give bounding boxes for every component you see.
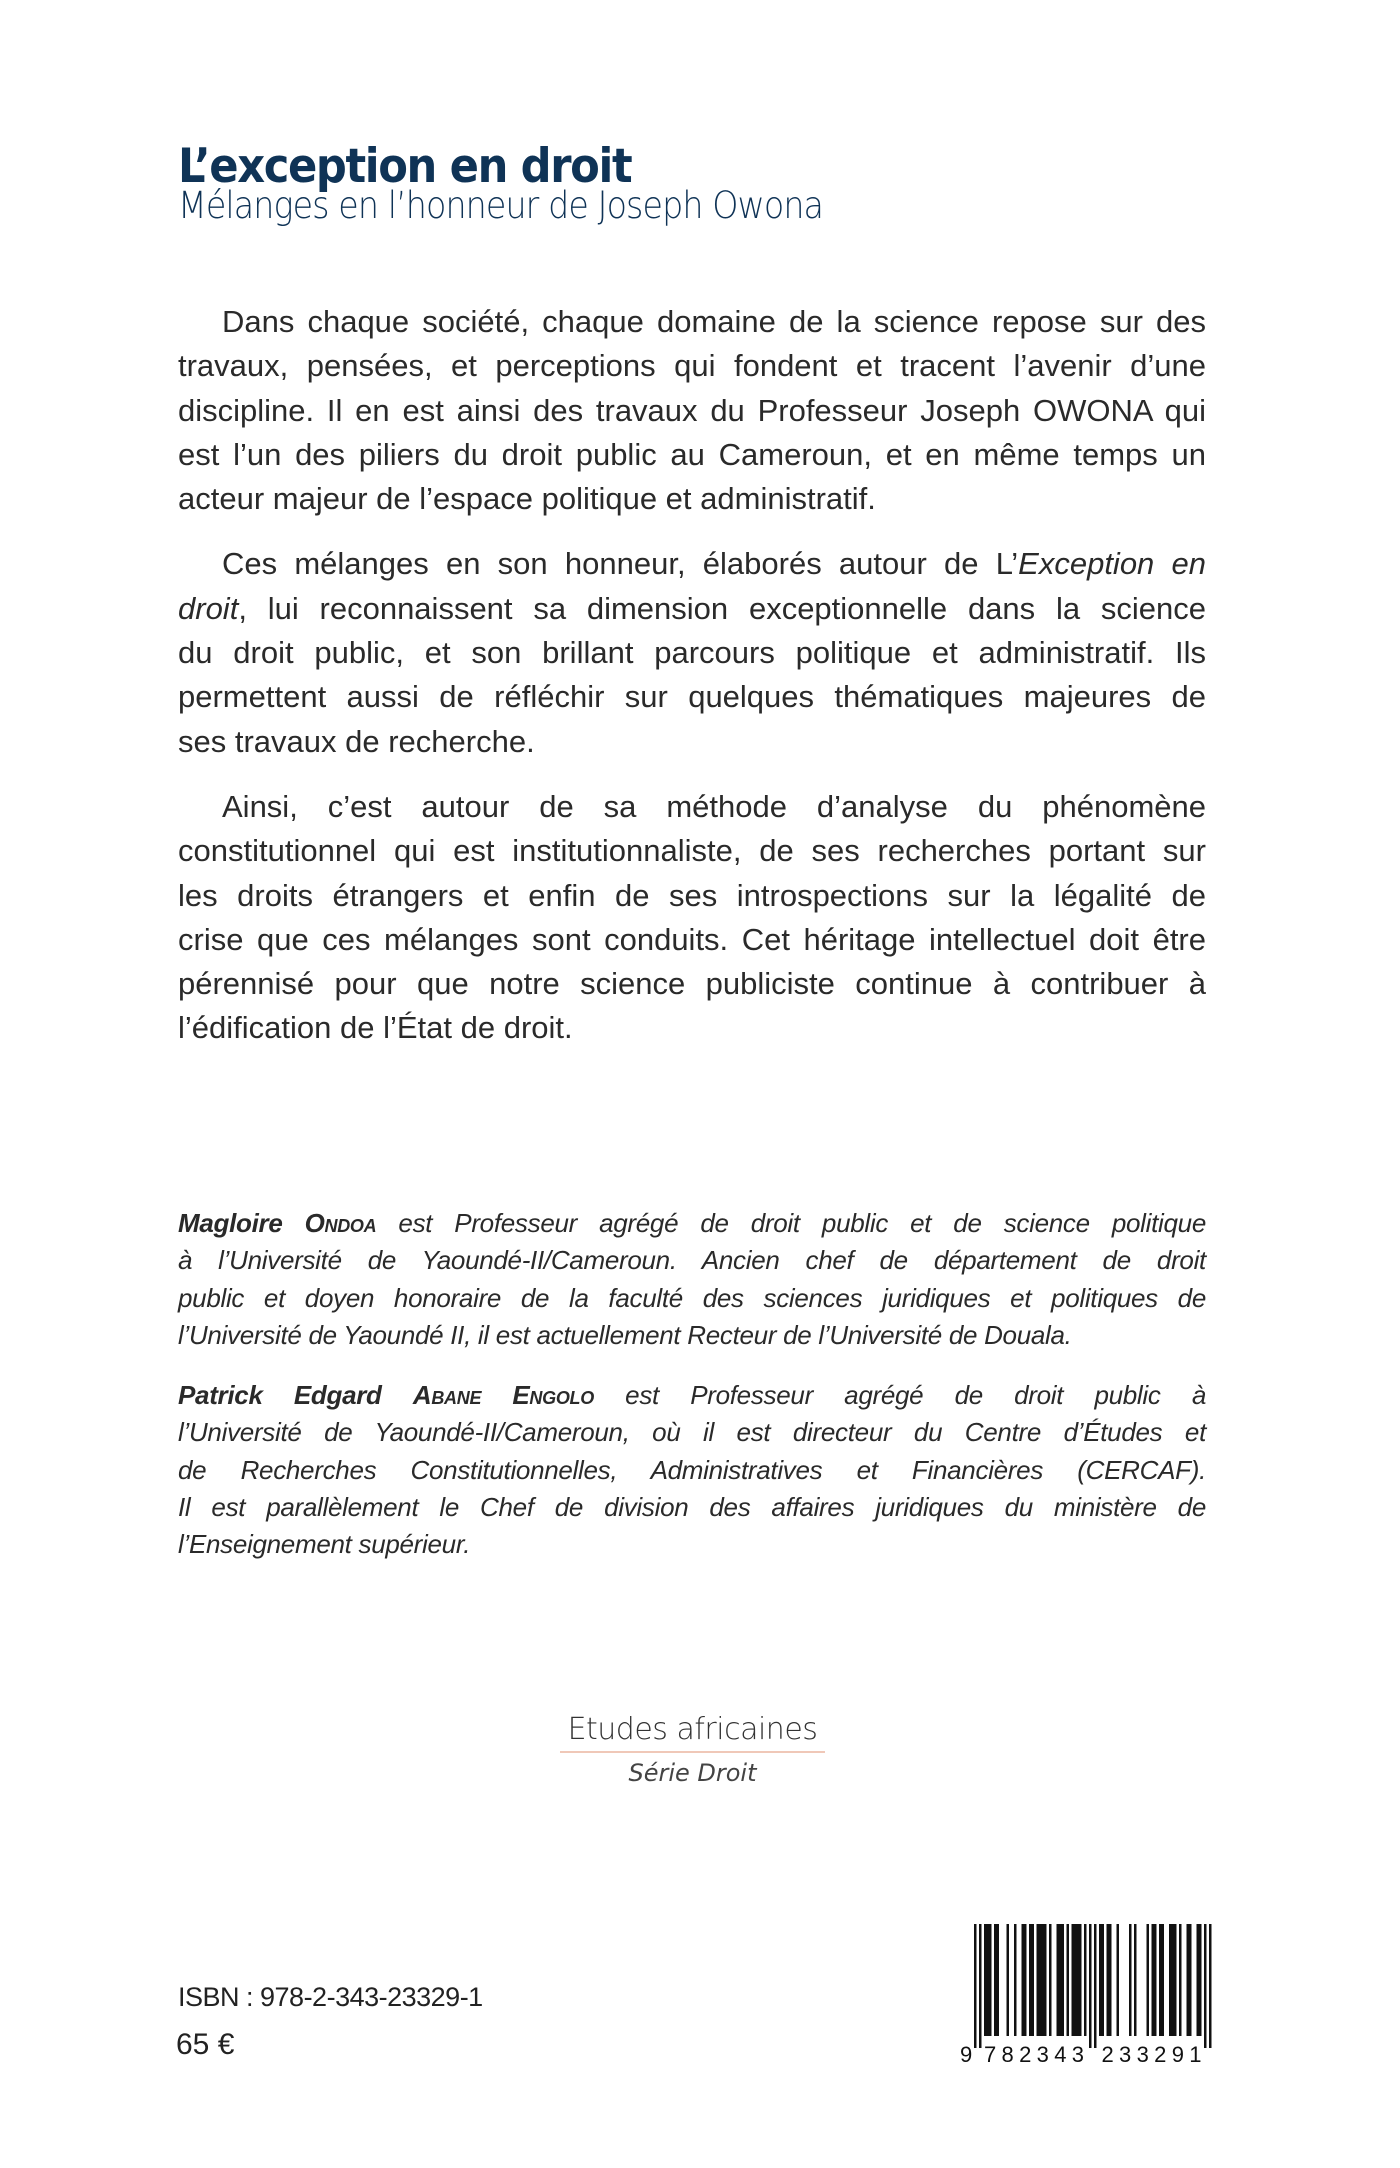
text-line bbox=[178, 1414, 1206, 1451]
text-segment: est Professeur agrégé de droit public et de science politique bbox=[376, 1208, 1206, 1238]
series-name: Etudes africaines bbox=[567, 1712, 818, 1747]
series-subtitle: Série Droit bbox=[628, 1759, 757, 1787]
summary-paragraph bbox=[178, 300, 1206, 521]
text-line bbox=[178, 1317, 1206, 1354]
barcode-bar bbox=[1172, 1924, 1175, 2036]
text-line bbox=[178, 1280, 1206, 1317]
author-bios bbox=[178, 1205, 1206, 1587]
text-line bbox=[178, 1205, 1206, 1242]
summary-paragraph bbox=[178, 785, 1206, 1051]
barcode-bar bbox=[1204, 1924, 1207, 2048]
barcode-bar bbox=[1107, 1924, 1110, 2036]
barcode-bar bbox=[1024, 1924, 1027, 2036]
text-segment: de Recherches Constitutionnelles, Administratives et Financières (CERCAF). bbox=[178, 1454, 1206, 1485]
barcode-bar bbox=[1094, 1924, 1097, 2048]
barcode-bar bbox=[1147, 1924, 1150, 2036]
barcode-bar bbox=[1174, 1924, 1177, 2036]
text-segment: Ainsi, c’est autour de sa méthode d’analyse du phénomène bbox=[222, 788, 1206, 824]
text-line bbox=[178, 542, 1206, 586]
text-line bbox=[178, 1489, 1206, 1526]
text-line bbox=[178, 1526, 1206, 1563]
text-line bbox=[178, 720, 1206, 764]
barcode-bar bbox=[1037, 1924, 1040, 2036]
text-segment: les droits étrangers et enfin de ses introspections sur la légalité de bbox=[178, 877, 1206, 913]
text-segment: du droit public, et son brillant parcours politique et administratif. Ils bbox=[178, 635, 1206, 671]
barcode-bar bbox=[1079, 1924, 1082, 2036]
text-segment: Exception en bbox=[1018, 546, 1206, 582]
barcode-bar bbox=[1029, 1924, 1032, 2036]
barcode-bar bbox=[1022, 1924, 1025, 2036]
text-segment: travaux, pensées, et perceptions qui fondent et tracent l’avenir d’une bbox=[178, 348, 1206, 384]
barcode-bar bbox=[997, 1924, 1000, 2036]
text-segment: discipline. Il en est ainsi des travaux du Professeur Joseph OWONA qui bbox=[178, 392, 1206, 428]
book-title: L’exception en droit bbox=[178, 139, 632, 195]
barcode-bar bbox=[1187, 1924, 1190, 2036]
text-segment: constitutionnel qui est institutionnaliste, de ses recherches portant sur bbox=[178, 833, 1206, 869]
price: 65 € bbox=[176, 2028, 235, 2061]
barcode-bar bbox=[1117, 1924, 1120, 2036]
barcode-bar bbox=[1134, 1924, 1137, 2036]
barcode-bar bbox=[1032, 1924, 1035, 2036]
barcode-bar bbox=[1152, 1924, 1155, 2036]
text-segment: l’édification de l’État de droit. bbox=[178, 1010, 573, 1046]
barcode-bar bbox=[1099, 1924, 1102, 2036]
text-line bbox=[178, 433, 1206, 477]
barcode-bar bbox=[1129, 1924, 1132, 2036]
text-line bbox=[178, 1377, 1206, 1414]
text-line bbox=[178, 1006, 1206, 1050]
text-line bbox=[178, 675, 1206, 719]
barcode-bar bbox=[1039, 1924, 1042, 2036]
barcode-bar bbox=[1084, 1924, 1087, 2036]
text-line bbox=[178, 344, 1206, 388]
text-segment: pérennisé pour que notre science publiciste continue à contribuer à bbox=[178, 966, 1206, 1002]
text-line bbox=[178, 389, 1206, 433]
barcode-bar bbox=[1067, 1924, 1070, 2036]
text-segment: l’Université de Yaoundé II, il est actuellement Recteur de l’Université de Douala. bbox=[178, 1319, 1072, 1350]
text-line bbox=[178, 300, 1206, 344]
text-segment: l’Enseignement supérieur. bbox=[178, 1529, 471, 1560]
barcode-bar bbox=[1062, 1924, 1065, 2036]
barcode-bar bbox=[989, 1924, 992, 2036]
barcode-bar bbox=[1162, 1924, 1165, 2036]
barcode-bar bbox=[1159, 1924, 1162, 2036]
text-line bbox=[178, 962, 1206, 1006]
barcode bbox=[958, 1920, 1218, 2070]
text-line bbox=[178, 1452, 1206, 1489]
author-name: Patrick Edgard bbox=[178, 1380, 413, 1411]
barcode-bar bbox=[987, 1924, 990, 2036]
author-name: Abane Engolo bbox=[412, 1380, 594, 1411]
text-line bbox=[178, 829, 1206, 873]
isbn: ISBN : 978-2-343-23329-1 bbox=[178, 1982, 483, 2012]
text-line bbox=[178, 874, 1206, 918]
text-segment: est Professeur agrégé de droit public à bbox=[593, 1380, 1206, 1411]
barcode-bar bbox=[1049, 1924, 1052, 2036]
summary-text bbox=[178, 300, 1206, 1072]
text-segment: Il est parallèlement le Chef de division des affaires juridiques du ministère de bbox=[178, 1492, 1206, 1523]
barcode-bar bbox=[1074, 1924, 1077, 2036]
barcode-bar bbox=[1077, 1924, 1080, 2036]
text-segment: crise que ces mélanges sont conduits. Cet héritage intellectuel doit être bbox=[178, 921, 1206, 957]
barcode-bar bbox=[1057, 1924, 1060, 2036]
text-segment: ses travaux de recherche. bbox=[178, 723, 535, 759]
text-segment: acteur majeur de l’espace politique et administratif. bbox=[178, 481, 876, 517]
series-logo bbox=[560, 1712, 825, 1787]
text-line bbox=[178, 587, 1206, 631]
series-divider bbox=[560, 1751, 825, 1753]
text-segment: , lui reconnaissent sa dimension exceptionnelle dans la science bbox=[238, 590, 1206, 626]
text-segment: Ces mélanges en son honneur, élaborés autour de L’ bbox=[222, 546, 1019, 582]
barcode-bar bbox=[1102, 1924, 1105, 2036]
text-line bbox=[178, 785, 1206, 829]
text-segment: à l’Université de Yaoundé-II/Cameroun. Ancien chef de département de droit bbox=[178, 1245, 1206, 1276]
barcode-digits: 782343 bbox=[984, 2042, 1084, 2067]
barcode-bar bbox=[1044, 1924, 1047, 2036]
text-segment: est l’un des piliers du droit public au Cameroun, et en même temps un bbox=[178, 436, 1206, 472]
barcode-bar bbox=[979, 1924, 982, 2048]
bios-paragraph bbox=[178, 1377, 1206, 1563]
barcode-bar bbox=[1179, 1924, 1182, 2036]
barcode-bar bbox=[1007, 1924, 1010, 2036]
text-segment: public et doyen honoraire de la faculté des sciences juridiques et politiques de bbox=[178, 1282, 1206, 1313]
barcode-bar bbox=[1042, 1924, 1045, 2036]
book-subtitle: Mélanges en l’honneur de Joseph Owona bbox=[178, 184, 824, 227]
text-line bbox=[178, 477, 1206, 521]
text-segment: permettent aussi de réfléchir sur quelques thématiques majeures de bbox=[178, 679, 1206, 715]
summary-paragraph bbox=[178, 542, 1206, 763]
text-line bbox=[178, 631, 1206, 675]
barcode-bar bbox=[1059, 1924, 1062, 2036]
author-name: Magloire bbox=[178, 1208, 305, 1238]
bios-paragraph bbox=[178, 1205, 1206, 1354]
barcode-bar bbox=[1109, 1924, 1112, 2036]
barcode-bar bbox=[1154, 1924, 1157, 2036]
barcode-bar bbox=[1197, 1924, 1200, 2036]
barcode-bar bbox=[974, 1924, 977, 2048]
barcode-bar bbox=[1169, 1924, 1172, 2036]
barcode-bar bbox=[1089, 1924, 1092, 2048]
text-line bbox=[178, 1242, 1206, 1279]
text-segment: droit bbox=[178, 590, 239, 626]
barcode-bar bbox=[984, 1924, 987, 2036]
barcode-bar bbox=[994, 1924, 997, 2036]
author-name: Ondoa bbox=[304, 1208, 377, 1238]
barcode-bar bbox=[1189, 1924, 1192, 2036]
barcode-bar bbox=[1072, 1924, 1075, 2036]
barcode-bar bbox=[1014, 1924, 1017, 2036]
text-line bbox=[178, 918, 1206, 962]
barcode-digits: 233291 bbox=[1101, 2042, 1202, 2067]
barcode-digits: 9 bbox=[960, 2042, 973, 2067]
text-segment: l’Université de Yaoundé-II/Cameroun, où il est directeur du Centre d’Études et bbox=[178, 1417, 1206, 1448]
barcode-bar bbox=[1199, 1924, 1202, 2036]
text-segment: Dans chaque société, chaque domaine de la science repose sur des bbox=[222, 304, 1206, 339]
barcode-bar bbox=[1209, 1924, 1212, 2048]
